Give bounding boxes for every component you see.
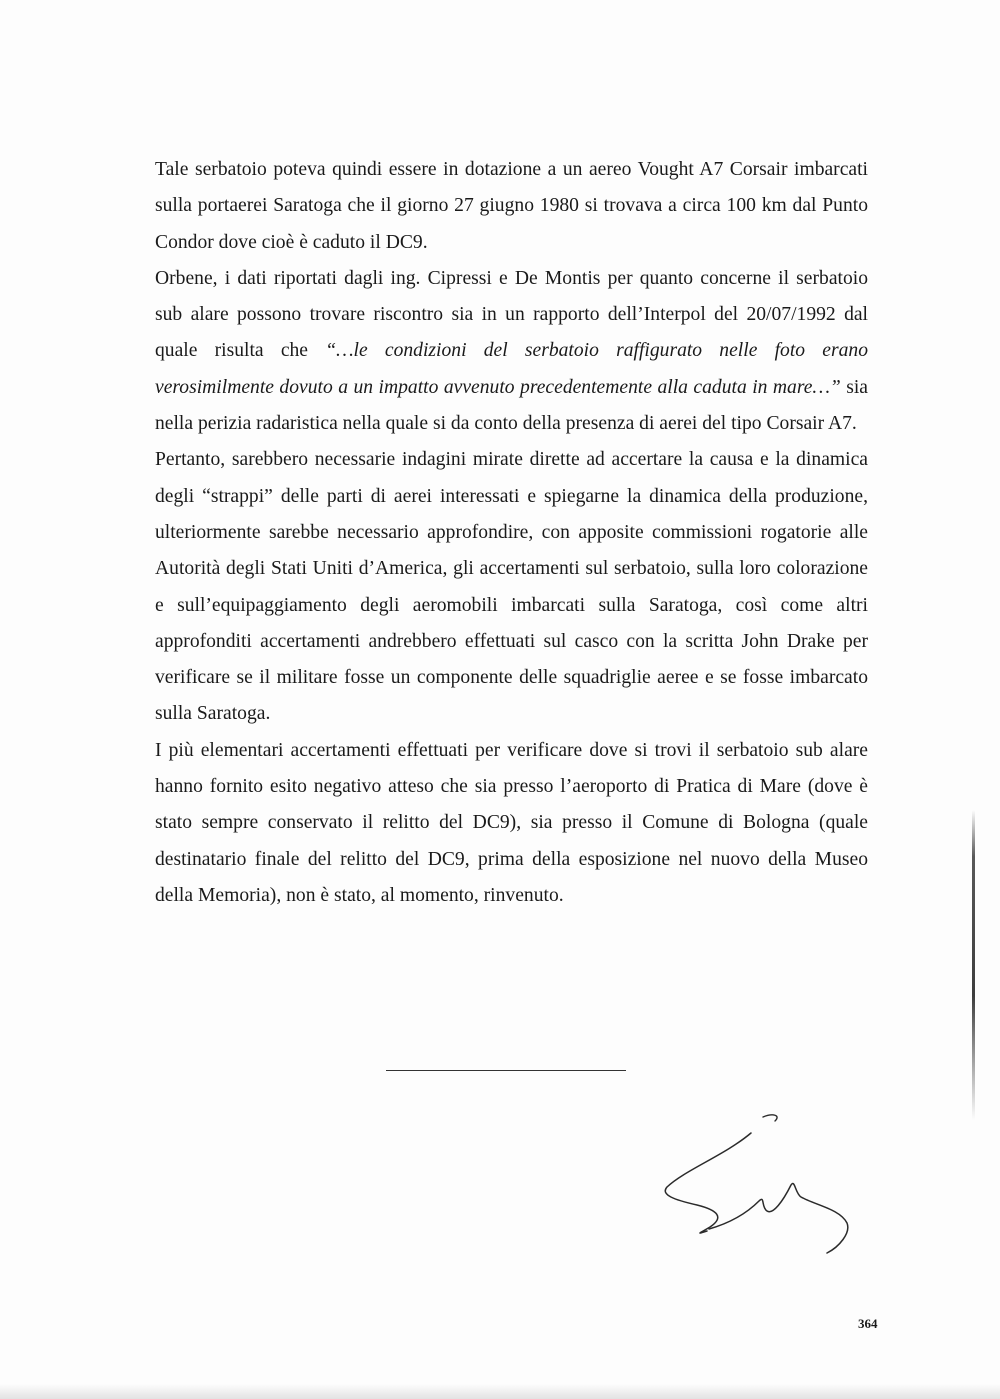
paragraph-2-text-b: sia nella perizia radaristica nella quale si da conto della presenza di aerei del tipo Corsair A7. [155, 376, 869, 435]
paragraph-1 [155, 152, 868, 261]
paragraph-2 [155, 261, 868, 442]
end-rule-divider [386, 1070, 626, 1071]
body-text [155, 152, 868, 914]
paragraph-1-text: Tale serbatoio poteva quindi essere in dotazione a un aereo Vought A7 Corsair imbarcati sulla portaerei Saratoga che il giorno 27 giugno 1980 si trovava a circa 100 km dal Punto Condor dove cioè è caduto il DC9. [155, 159, 868, 253]
paragraph-4 [155, 733, 868, 914]
page-number: 364 [858, 1316, 878, 1331]
handwritten-signature-icon [655, 1105, 860, 1265]
paragraph-4-text: I più elementari accertamenti effettuati per verificare dove si trovi il serbatoio sub alare hanno fornito esito negativo atteso che sia presso l’aeroporto di Pratica di Mare (dove è stato sempre conservato il relitto del DC9), sia presso il Comune di Bologna (quale destinatario finale del relitto del DC9, prima della esposizione nel nuovo della Museo della Memoria), non è stato, al momento, rinvenuto. [155, 739, 868, 906]
interpol-quote: “…le condizioni del serbatoio raffigurato nelle foto erano verosimilmente dovuto a un impatto avvenuto precedentemente alla caduta in mare…” [155, 340, 868, 398]
paragraph-2-text-a: Orbene, i dati riportati dagli ing. Cipressi e De Montis per quanto concerne il serbatoio sub alare possono trovare riscontro sia in un rapporto dell’Interpol del 20/07/1992 dal quale risulta che [155, 267, 868, 362]
paragraph-3 [155, 442, 868, 732]
scan-bottom-shadow [0, 1384, 1000, 1399]
paragraph-3-text: Pertanto, sarebbero necessarie indagini mirate dirette ad accertare la causa e la dinamica degli “strappi” delle parti di aerei interessati e spiegarne la dinamica della produzione, ulteriormente sarebbe necessario approfondire, con apposite commissioni rogatorie alle Autorità degli Stati Uniti d’America, gli accertamenti sul serbatoio, sulla loro colorazione e sull’equipaggiamento degli aeromobili imbarcati sulla Saratoga, così come altri approfonditi accertamenti andrebbero effettuati sul casco con la scritta John Drake per verificare se il militare fosse un componente delle squadriglie aeree e se fosse imbarcato sulla Saratoga. [155, 449, 868, 725]
scan-edge-shadow [972, 810, 975, 1120]
